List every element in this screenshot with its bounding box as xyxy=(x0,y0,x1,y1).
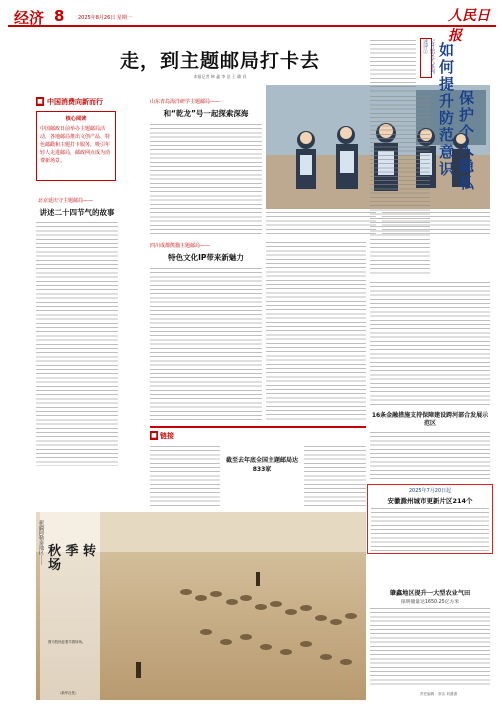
right-news3-title: 肇鑫地区提升一大型农业气田 xyxy=(389,590,471,597)
left-feature-title: 讲述二十四节气的故事 xyxy=(39,208,115,217)
autumn-caption: 图为牧民赶着羊群转场。 xyxy=(48,640,86,644)
right-kicker: “食品安全”系列述评② xyxy=(422,39,435,75)
page-number: 8 xyxy=(54,7,65,25)
right-title-line1: 如何提升防范意识 xyxy=(437,42,455,178)
mid-feature2-title: 特色文化IP带来新魅力 xyxy=(168,253,244,262)
right-news2-kicker: 2025年7月20日起 xyxy=(408,488,452,494)
right-kicker-box xyxy=(420,38,435,78)
autumn-credit: （新华社发） xyxy=(58,691,79,695)
mid-feature2-body xyxy=(150,268,262,420)
right-news1-title: 16条金融措施支持保障建设跨河部合发展示范区 xyxy=(371,412,489,427)
footer-editor: 责任编辑：常洁 刘潇潇 xyxy=(420,692,458,696)
core-reading-box xyxy=(36,111,116,181)
main-headline: 走，到主题邮局打卡去 xyxy=(119,50,320,72)
autumn-migration-photo xyxy=(36,512,366,700)
main-byline: 本报记者 韩 鑫 李 昆 王 璐 祥 xyxy=(193,74,247,79)
right-news3-subtitle: 探明储量达1650.25亿方米 xyxy=(400,600,460,605)
right-title-line2: 保护个人隐私 xyxy=(457,90,475,192)
autumn-big-title: 秋 季 转 场 xyxy=(48,544,97,573)
consumption-label: ■ 中国消费向新而行 xyxy=(37,98,103,106)
page-header xyxy=(8,5,496,44)
link-title: 截至去年底全国主题邮局达833家 xyxy=(225,457,298,473)
newspaper-logo: 人民日报 xyxy=(448,8,490,44)
mid-feature1-body xyxy=(150,124,262,236)
mid-feature1-title: 和“乾龙”号一起探索深海 xyxy=(163,109,249,118)
left-feature-kicker: 北京延庆守主题邮局—— xyxy=(38,198,94,204)
core-reading-title: 核心阅读 xyxy=(65,116,87,122)
left-feature-body xyxy=(36,222,118,466)
link-label: ■ 链接 xyxy=(151,432,174,440)
highlighted-news-box xyxy=(367,484,493,554)
section-name: 经济 xyxy=(14,9,45,27)
core-reading-text: 中国邮政日前举办主题邮局活动，各地邮局推出文创产品、特色邮戳和主题打卡服务，吸引年轻人走进邮局，邮政网点成为消费新场景。 xyxy=(40,126,111,164)
right-news2-title: 安徽滁州城市更新片区214个 xyxy=(387,497,473,505)
mid-feature1-kicker: 山东青岛海洋研学主题邮局—— xyxy=(150,99,221,105)
issue-date: 2025年8月26日 星期一 xyxy=(78,15,132,21)
mid-feature3-body xyxy=(266,242,366,420)
autumn-side-title: 新疆阿勒泰地区—— xyxy=(38,520,44,565)
mid-feature2-kicker: 四川成都熊猫主题邮局—— xyxy=(150,243,211,249)
